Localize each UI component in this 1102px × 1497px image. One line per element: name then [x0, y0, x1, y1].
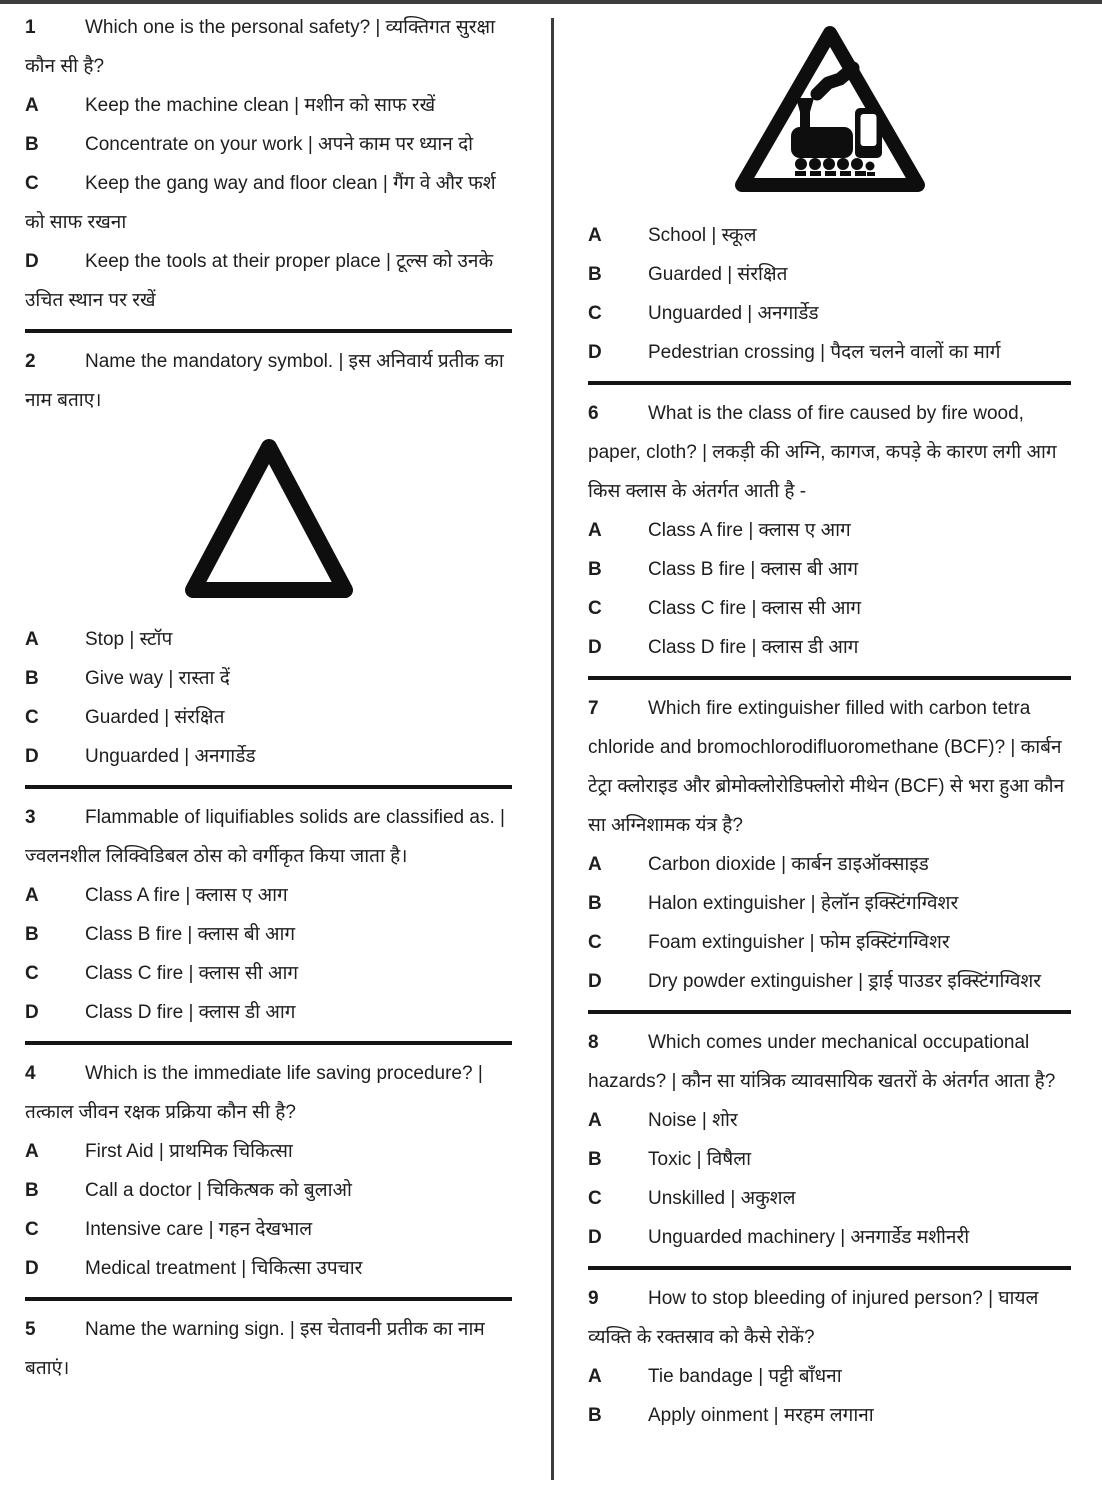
- option-row: [25, 698, 512, 737]
- option-label: B: [25, 134, 39, 155]
- separator: [588, 1266, 1071, 1270]
- option-text: Apply oinment | मरहम लगाना: [648, 1405, 874, 1426]
- option-text: Concentrate on your work | अपने काम पर ध्यान दो: [85, 134, 474, 155]
- option-label: C: [588, 1188, 602, 1209]
- option-row: [25, 876, 512, 915]
- option-text: Keep the gang way and floor clean | गैंग वे और फर्श को साफ रखना: [25, 173, 496, 233]
- option-text: Class A fire | क्लास ए आग: [85, 885, 288, 906]
- question-text: Which is the immediate life saving procedure? | तत्काल जीवन रक्षक प्रक्रिया कौन सी है?: [25, 1063, 483, 1123]
- option-row: [588, 628, 1071, 667]
- option-text: Carbon dioxide | कार्बन डाइऑक्साइड: [648, 854, 929, 875]
- question-block-7: [588, 689, 1071, 1001]
- question-number: 5: [25, 1319, 36, 1340]
- option-text: Unguarded machinery | अनगार्डेड मशीनरी: [648, 1227, 970, 1248]
- question-number: 8: [588, 1032, 599, 1053]
- option-row: [25, 1210, 512, 1249]
- option-row: [25, 1132, 512, 1171]
- left-column: [25, 8, 512, 1388]
- option-label: A: [25, 1141, 39, 1162]
- option-label: A: [588, 225, 602, 246]
- option-label: B: [588, 893, 602, 914]
- option-row: [588, 1179, 1071, 1218]
- option-label: C: [25, 1219, 39, 1240]
- option-label: C: [588, 303, 602, 324]
- option-label: C: [25, 707, 39, 728]
- option-text: Dry powder extinguisher | ड्राई पाउडर इक्स्टिंगग्विशर: [648, 971, 1042, 992]
- option-text: Give way | रास्ता दें: [85, 668, 230, 689]
- option-row: [25, 993, 512, 1032]
- option-row: [25, 620, 512, 659]
- option-row: [25, 659, 512, 698]
- option-row: [588, 550, 1071, 589]
- option-row: [588, 333, 1071, 372]
- option-text: Class D fire | क्लास डी आग: [648, 637, 859, 658]
- question-block-5-header: [25, 1310, 512, 1388]
- option-text: Toxic | विषैला: [648, 1149, 752, 1170]
- option-label: B: [588, 559, 602, 580]
- option-row: [588, 884, 1071, 923]
- option-label: D: [588, 1227, 602, 1248]
- question-text: Which fire extinguisher filled with carbon tetra chloride and bromochlorodifluoromethane (BCF)? | कार्बन टेट्रा क्लोराइड और ब्रोमोक्लोरोडिफ्लोरो मीथेन (BCF) से भरा हुआ कौन सा अग्निशामक यंत्र है?: [588, 698, 1065, 836]
- option-label: C: [25, 963, 39, 984]
- option-row: [588, 255, 1071, 294]
- option-row: [588, 216, 1071, 255]
- option-row: [588, 962, 1071, 1001]
- question-block-3: [25, 798, 512, 1032]
- option-text: Medical treatment | चिकित्सा उपचार: [85, 1258, 363, 1279]
- option-text: Class C fire | क्लास सी आग: [85, 963, 299, 984]
- right-column: [588, 8, 1071, 1435]
- option-label: C: [25, 173, 39, 194]
- option-label: D: [588, 342, 602, 363]
- page-top-rule: [0, 0, 1102, 4]
- option-row: [588, 923, 1071, 962]
- question-text: Flammable of liquifiables solids are classified as. | ज्वलनशील लिक्विडिबल ठोस को वर्गीकृत किया जाता है।: [25, 807, 505, 867]
- question-6-text: [588, 394, 1071, 511]
- option-row: [25, 164, 512, 242]
- option-row: [588, 1101, 1071, 1140]
- question-number: 1: [25, 17, 36, 38]
- option-text: Class A fire | क्लास ए आग: [648, 520, 851, 541]
- option-text: Unskilled | अकुशल: [648, 1188, 796, 1209]
- question-text: Name the mandatory symbol. | इस अनिवार्य प्रतीक का नाम बताए।: [25, 351, 504, 411]
- separator: [588, 381, 1071, 385]
- option-row: [588, 845, 1071, 884]
- separator: [588, 676, 1071, 680]
- option-row: [25, 737, 512, 776]
- option-row: [588, 1140, 1071, 1179]
- question-block-8: [588, 1023, 1071, 1257]
- option-row: [25, 1171, 512, 1210]
- question-block-2: [25, 342, 512, 776]
- option-label: A: [25, 885, 39, 906]
- question-text: Name the warning sign. | इस चेतावनी प्रतीक का नाम बताएं।: [25, 1319, 485, 1379]
- option-label: A: [25, 629, 39, 650]
- question-block-5-continued: [588, 20, 1071, 372]
- option-text: Intensive care | गहन देखभाल: [85, 1219, 313, 1240]
- option-label: D: [25, 746, 39, 767]
- option-row: [25, 915, 512, 954]
- question-8-text: [588, 1023, 1071, 1101]
- option-label: B: [588, 1149, 602, 1170]
- option-label: B: [588, 264, 602, 285]
- option-text: Keep the machine clean | मशीन को साफ रखें: [85, 95, 436, 116]
- column-divider: [551, 18, 554, 1480]
- option-text: Class B fire | क्लास बी आग: [85, 924, 296, 945]
- separator: [25, 329, 512, 333]
- question-2-text: [25, 342, 512, 420]
- option-label: B: [25, 1180, 39, 1201]
- separator: [25, 785, 512, 789]
- option-text: First Aid | प्राथमिक चिकित्सा: [85, 1141, 293, 1162]
- option-label: D: [25, 251, 39, 272]
- option-text: Pedestrian crossing | पैदल चलने वालों का मार्ग: [648, 342, 1001, 363]
- option-text: Unguarded | अनगार्डेड: [85, 746, 256, 767]
- option-row: [588, 1396, 1071, 1435]
- option-text: Stop | स्टॉप: [85, 629, 173, 650]
- question-3-text: [25, 798, 512, 876]
- question-block-9: [588, 1279, 1071, 1435]
- option-label: C: [588, 932, 602, 953]
- option-row: [588, 589, 1071, 628]
- option-label: A: [588, 854, 602, 875]
- question-block-6: [588, 394, 1071, 667]
- option-label: A: [588, 1366, 602, 1387]
- option-label: A: [588, 1110, 602, 1131]
- option-row: [588, 1218, 1071, 1257]
- option-text: Call a doctor | चिकित्षक को बुलाओ: [85, 1180, 352, 1201]
- option-row: [588, 294, 1071, 333]
- option-text: Class B fire | क्लास बी आग: [648, 559, 859, 580]
- separator: [25, 1297, 512, 1301]
- option-text: Class D fire | क्लास डी आग: [85, 1002, 296, 1023]
- option-label: D: [588, 637, 602, 658]
- option-label: D: [25, 1002, 39, 1023]
- question-7-text: [588, 689, 1071, 845]
- separator: [25, 1041, 512, 1045]
- option-row: [25, 1249, 512, 1288]
- option-label: B: [25, 668, 39, 689]
- option-label: B: [588, 1405, 602, 1426]
- option-row: [25, 242, 512, 320]
- question-number: 2: [25, 351, 36, 372]
- option-text: Foam extinguisher | फोम इक्स्टिंगग्विशर: [648, 932, 950, 953]
- question-text: Which comes under mechanical occupational hazards? | कौन सा यांत्रिक व्यावसायिक खतरों के अंतर्गत आता है?: [588, 1032, 1056, 1092]
- option-text: Tie bandage | पट्टी बाँधना: [648, 1366, 842, 1387]
- option-label: C: [588, 598, 602, 619]
- option-row: [25, 954, 512, 993]
- question-number: 6: [588, 403, 599, 424]
- question-text: What is the class of fire caused by fire wood, paper, cloth? | लकड़ी की अग्नि, कागज, कपड़े के कारण लगी आग किस क्लास के अंतर्गत आती है -: [588, 403, 1057, 502]
- question-number: 3: [25, 807, 36, 828]
- option-row: [588, 1357, 1071, 1396]
- option-text: Halon extinguisher | हेलॉन इक्स्टिंगग्विशर: [648, 893, 959, 914]
- question-1-text: [25, 8, 512, 86]
- question-number: 9: [588, 1288, 599, 1309]
- question-text: How to stop bleeding of injured person? | घायल व्यक्ति के रक्तस्राव को कैसे रोकें?: [588, 1288, 1039, 1348]
- option-label: A: [25, 95, 39, 116]
- question-9-text: [588, 1279, 1071, 1357]
- option-row: [588, 511, 1071, 550]
- option-text: School | स्कूल: [648, 225, 757, 246]
- question-number: 4: [25, 1063, 36, 1084]
- option-row: [25, 125, 512, 164]
- question-4-text: [25, 1054, 512, 1132]
- option-text: Noise | शोर: [648, 1110, 738, 1131]
- option-text: Keep the tools at their proper place | टूल्स को उनके उचित स्थान पर रखें: [25, 251, 494, 311]
- question-number: 7: [588, 698, 599, 719]
- question-5-text: [25, 1310, 512, 1388]
- option-row: [25, 86, 512, 125]
- option-label: D: [25, 1258, 39, 1279]
- railway-crossing-sign-image: [729, 20, 931, 202]
- warning-triangle-image: [180, 434, 358, 604]
- question-text: Which one is the personal safety? | व्यक्तिगत सुरक्षा कौन सी है?: [25, 17, 496, 77]
- option-text: Unguarded | अनगार्डेड: [648, 303, 819, 324]
- question-block-4: [25, 1054, 512, 1288]
- option-label: A: [588, 520, 602, 541]
- option-label: B: [25, 924, 39, 945]
- separator: [588, 1010, 1071, 1014]
- question-block-1: [25, 8, 512, 320]
- option-text: Guarded | संरक्षित: [648, 264, 788, 285]
- option-text: Class C fire | क्लास सी आग: [648, 598, 862, 619]
- option-text: Guarded | संरक्षित: [85, 707, 225, 728]
- option-label: D: [588, 971, 602, 992]
